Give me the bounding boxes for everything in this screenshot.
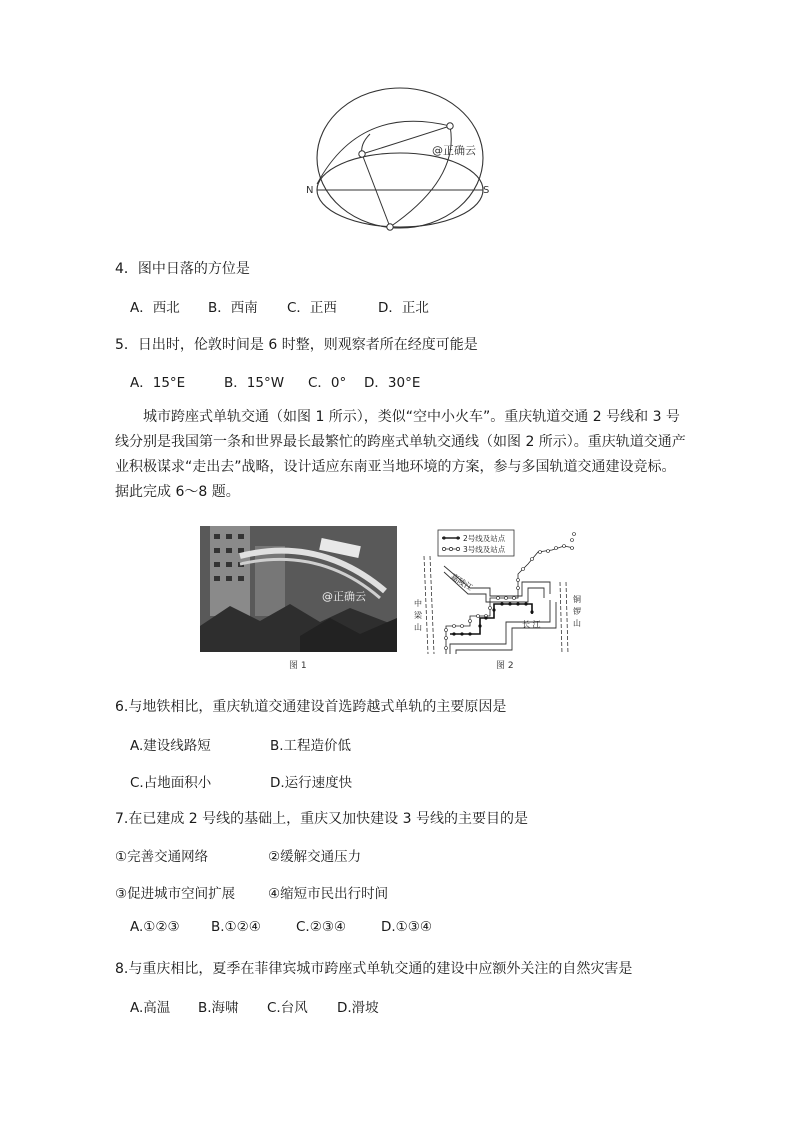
passage-line-3: 业积极谋求“走出去”战略，设计适应东南亚当地环境的方案，参与多国轨道交通建设竞标。 <box>115 459 676 475</box>
figure-1-photo <box>200 526 397 652</box>
q7-stem: 7.在已建成 2 号线的基础上，重庆又加快建设 3 号线的主要目的是 <box>115 811 528 827</box>
passage-line-2: 线分别是我国第一条和世界最长最繁忙的跨座式单轨交通线（如图 2 所示）。重庆轨道交通产 <box>115 434 686 450</box>
q7-item-3: ③促进城市空间扩展 <box>115 886 236 902</box>
q4-option-a[interactable]: A．西北 <box>130 300 180 316</box>
q4-option-d[interactable]: D．正北 <box>378 300 429 316</box>
label-tongluo-1: 铜 <box>573 595 581 604</box>
label-s: S <box>483 185 490 196</box>
q6-option-b[interactable]: B.工程造价低 <box>270 738 352 754</box>
zenith-point <box>447 123 453 129</box>
passage <box>115 405 686 505</box>
q5-option-b[interactable]: B．15°W <box>224 375 285 391</box>
q5-stem: 5．日出时，伦敦时间是 6 时整，则观察者所在经度可能是 <box>115 337 478 353</box>
upper-arc <box>317 121 450 184</box>
legend-line-3: 3号线及站点 <box>463 545 506 554</box>
watermark: @正确云 <box>432 144 476 157</box>
q8-option-b[interactable]: B.海啸 <box>198 1000 239 1016</box>
q8-option-a[interactable]: A.高温 <box>130 1000 171 1016</box>
q7-item-2: ②缓解交通压力 <box>268 849 362 865</box>
q5-option-d[interactable]: D．30°E <box>364 375 421 391</box>
sphere-outline <box>317 88 483 228</box>
passage-line-1: 城市跨座式单轨交通（如图 1 所示），类似“空中小火车”。重庆轨道交通 2 号线和 3 号 <box>143 409 680 425</box>
label-tongluo-2: 锣 <box>573 607 581 616</box>
q8-stem: 8.与重庆相比，夏季在菲律宾城市跨座式单轨交通的建设中应额外关注的自然灾害是 <box>115 961 633 977</box>
figure-2-route-map <box>410 526 586 656</box>
q6-option-c[interactable]: C.占地面积小 <box>130 775 212 791</box>
celestial-sphere-diagram <box>300 84 500 236</box>
q6-stem: 6.与地铁相比，重庆轨道交通建设首选跨越式单轨的主要原因是 <box>115 699 507 715</box>
q7-option-d[interactable]: D.①③④ <box>381 919 432 935</box>
label-zhongliang-2: 梁 <box>414 611 422 620</box>
figure-1-watermark: @正确云 <box>322 590 366 603</box>
label-n: N <box>306 185 314 196</box>
label-changjiang: 长 江 <box>522 620 541 629</box>
q5-option-a[interactable]: A．15°E <box>130 375 186 391</box>
q7-option-c[interactable]: C.②③④ <box>296 919 347 935</box>
monorail-photo-illustration <box>200 526 397 652</box>
q8-option-d[interactable]: D.滑坡 <box>337 1000 379 1016</box>
passage-line-4: 据此完成 6～8 题。 <box>115 484 240 500</box>
q7-option-b[interactable]: B.①②④ <box>211 919 261 935</box>
legend-line-2: 2号线及站点 <box>463 534 506 543</box>
q4-option-b[interactable]: B．西南 <box>208 300 258 316</box>
q7-item-4: ④缩短市民出行时间 <box>268 886 389 902</box>
q8-option-c[interactable]: C.台风 <box>267 1000 308 1016</box>
label-tongluo-3: 山 <box>573 619 581 628</box>
meridian-arc <box>390 126 451 227</box>
q6-option-a[interactable]: A.建设线路短 <box>130 738 211 754</box>
q5-option-c[interactable]: C．0° <box>308 375 347 391</box>
figure-2-caption: 图 2 <box>496 661 514 671</box>
label-zhongliang-1: 中 <box>414 599 422 608</box>
q4-stem: 4．图中日落的方位是 <box>115 261 250 277</box>
label-jialingjiang: 嘉陵江 <box>448 572 475 593</box>
figure-1-caption: 图 1 <box>289 661 307 671</box>
q7-option-a[interactable]: A.①②③ <box>130 919 180 935</box>
sunrise-point <box>359 151 365 157</box>
label-zhongliang-3: 山 <box>414 623 422 632</box>
bottom-point <box>387 224 393 230</box>
q6-option-d[interactable]: D.运行速度快 <box>270 775 353 791</box>
q7-item-1: ①完善交通网络 <box>115 849 209 865</box>
q4-option-c[interactable]: C．正西 <box>287 300 337 316</box>
